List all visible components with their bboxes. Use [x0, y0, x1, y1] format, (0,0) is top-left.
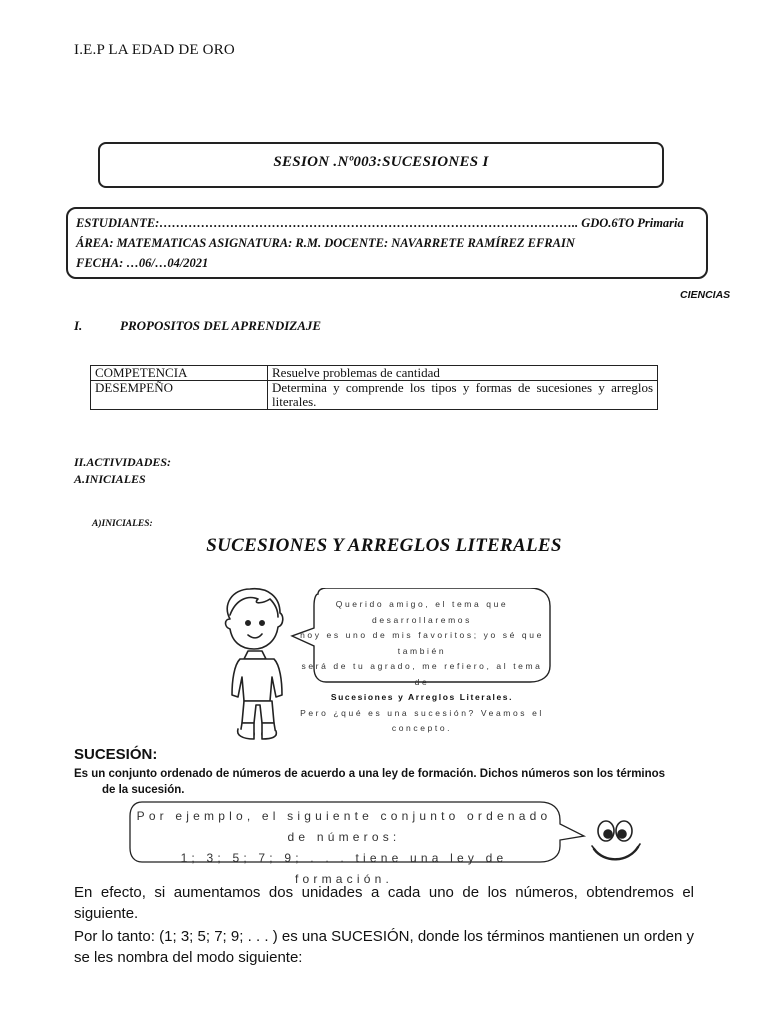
- school-name: I.E.P LA EDAD DE ORO: [74, 42, 235, 58]
- definition-text: [74, 766, 714, 798]
- speech-bubble-text: [298, 597, 546, 737]
- student-info-box: [66, 207, 708, 279]
- paragraph: En efecto, si aumentamos dos unidades a cada uno de los números, obtendremos el siguiente.: [74, 884, 694, 922]
- table-value: Determina y comprende los tipos y formas de sucesiones y arreglos literales.: [268, 381, 658, 410]
- example-bubble-text: [130, 806, 558, 890]
- date-line: FECHA: …06/…04/2021: [76, 256, 209, 270]
- area-label: CIENCIAS: [680, 289, 731, 301]
- bubble-line: Pero ¿qué es una sucesión? Veamos el concepto.: [300, 707, 544, 733]
- paragraph: Por lo tanto: (1; 3; 5; 7; 9; . . . ) es una SUCESIÓN, donde los términos mantienen un orden y se les nombra del modo siguiente:: [74, 928, 694, 966]
- initial-subheading: A)INICIALES:: [92, 519, 153, 529]
- session-title: SESION .Nº003:SUCESIONES I: [273, 154, 489, 170]
- definition-heading: SUCESIÓN:: [74, 746, 158, 763]
- bubble-line: Querido amigo, el tema que desarrollaremos: [335, 599, 509, 625]
- activities-heading: II.ACTIVIDADES:: [74, 455, 172, 469]
- section-number: I.: [74, 318, 83, 333]
- table-row: [91, 366, 658, 381]
- table-row: [91, 381, 658, 410]
- table-label: COMPETENCIA: [91, 366, 268, 381]
- smiley-face-icon: [588, 815, 644, 867]
- section-title: PROPOSITOS DEL APRENDIZAJE: [120, 318, 322, 333]
- competency-table: [90, 365, 658, 410]
- area-line: ÁREA: MATEMATICAS ASIGNATURA: R.M. DOCENTE: NAVARRETE RAMÍREZ EFRAIN: [76, 236, 575, 250]
- table-label: DESEMPEÑO: [91, 381, 268, 410]
- student-line: ESTUDIANTE:……………………………………………………………………………………….. GDO.6TO Primaria: [76, 216, 684, 230]
- main-title: SUCESIONES Y ARREGLOS LITERALES: [206, 535, 562, 556]
- bubble-line: será de tu agrado, me refiero, al tema de: [301, 661, 543, 687]
- bubble-line-highlight: Sucesiones y Arreglos Literales.: [330, 692, 514, 702]
- initial-activities-heading: A.INICIALES: [74, 472, 146, 486]
- bubble-line: hoy es uno de mis favoritos; yo sé que también: [300, 630, 544, 656]
- definition-line: de la sucesión.: [102, 784, 185, 796]
- definition-line: Es un conjunto ordenado de números de acuerdo a una ley de formación. Dichos números son los términos: [74, 768, 666, 780]
- example-line: 1; 3; 5; 7; 9; . . . tiene una ley de formación.: [180, 851, 508, 886]
- session-title-box: [98, 142, 664, 188]
- table-value: Resuelve problemas de cantidad: [268, 366, 658, 381]
- example-line: Por ejemplo, el siguiente conjunto ordenado de números:: [136, 809, 552, 844]
- boy-illustration-icon: [218, 585, 298, 745]
